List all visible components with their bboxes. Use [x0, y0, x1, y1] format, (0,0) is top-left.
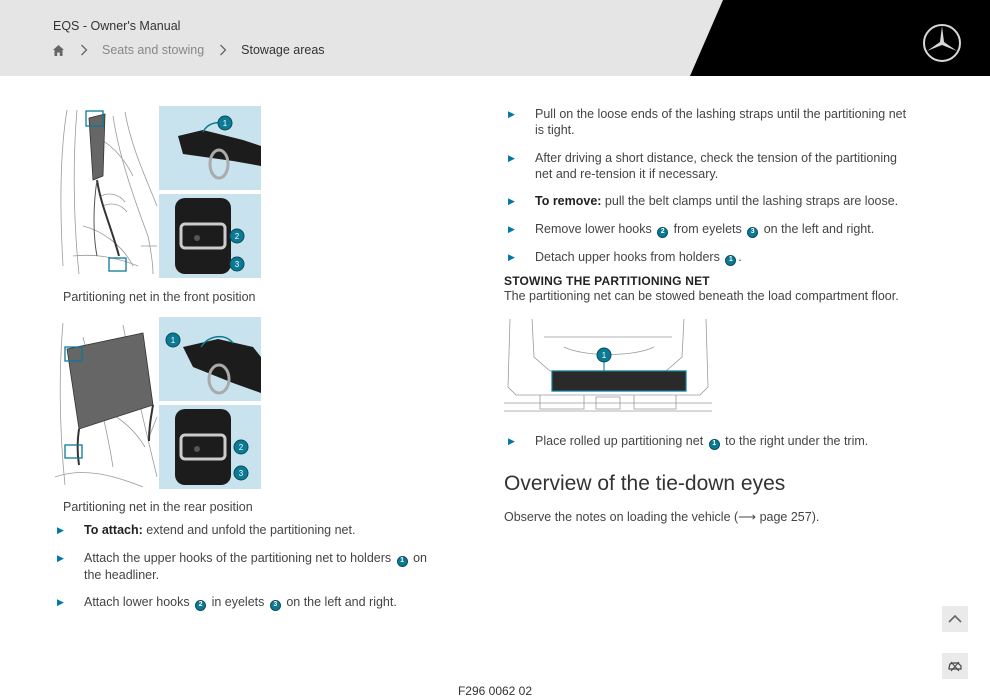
- list-item: [57, 594, 447, 611]
- step-text: .: [738, 250, 742, 264]
- chevron-right-icon: [80, 44, 88, 56]
- list-item: [57, 522, 447, 538]
- chevron-right-icon: [219, 44, 227, 56]
- callout-badge: 1: [397, 556, 408, 567]
- step-text: pull the belt clamps until the lashing straps are loose.: [601, 194, 899, 208]
- list-item: [508, 150, 908, 182]
- list-item: [508, 221, 908, 238]
- list-item: [57, 550, 447, 583]
- svg-text:1: 1: [170, 336, 176, 345]
- callout-badge: 2: [657, 227, 668, 238]
- step-text: Pull on the loose ends of the lashing straps until the partitioning net is tight.: [535, 107, 907, 137]
- svg-text:3: 3: [234, 260, 240, 269]
- step-text: After driving a short distance, check the tension of the partitioning net and re-tension it if necessary.: [535, 151, 898, 181]
- step-text: Attach the upper hooks of the partitioning net to holders: [84, 551, 395, 565]
- step-text: Attach lower hooks: [84, 595, 194, 609]
- callout-badge: 1: [725, 255, 736, 266]
- vehicle-button[interactable]: [942, 653, 968, 679]
- step-text: Detach upper hooks from holders: [535, 250, 724, 264]
- list-item: [508, 193, 908, 209]
- svg-text:2: 2: [234, 232, 240, 241]
- step-label: To remove:: [535, 194, 602, 208]
- callout-badge: 2: [195, 600, 206, 611]
- bullet-arrow-icon: ▶: [57, 597, 64, 607]
- breadcrumb-stowage-areas: Stowage areas: [241, 43, 325, 57]
- step-text: to the right under the trim.: [721, 434, 869, 448]
- step-label: To attach:: [84, 523, 143, 537]
- figure-rear-position: [53, 317, 261, 489]
- bullet-arrow-icon: ▶: [508, 109, 515, 119]
- callout-badge: 1: [709, 439, 720, 450]
- callout-badge: 3: [270, 600, 281, 611]
- mercedes-star-logo: [922, 23, 962, 63]
- figure-caption-front: Partitioning net in the front position: [63, 290, 256, 304]
- step-text: Remove lower hooks: [535, 222, 656, 236]
- overview-note-text[interactable]: Observe the notes on loading the vehicle (⟶ page 257).: [504, 510, 820, 524]
- step-text: on the left and right.: [282, 595, 397, 609]
- svg-text:1: 1: [601, 351, 607, 360]
- figure-front-position: [53, 106, 261, 278]
- callout-badge: 3: [747, 227, 758, 238]
- bullet-arrow-icon: ▶: [508, 153, 515, 163]
- section-heading-tie-down-eyes: Overview of the tie-down eyes: [504, 472, 786, 495]
- step-text: in eyelets: [208, 595, 268, 609]
- chevron-up-icon: [948, 614, 962, 624]
- bullet-arrow-icon: ▶: [508, 224, 515, 234]
- breadcrumb-seats-and-stowing[interactable]: Seats and stowing: [102, 43, 205, 57]
- overview-note: [504, 509, 819, 524]
- list-item: [508, 249, 908, 266]
- svg-text:3: 3: [238, 469, 244, 478]
- figure-caption-rear: Partitioning net in the rear position: [63, 500, 253, 514]
- bullet-arrow-icon: ▶: [508, 252, 515, 262]
- step-text: Place rolled up partitioning net: [535, 434, 707, 448]
- step-text: on the left and right.: [760, 222, 875, 236]
- car-icon: [947, 660, 963, 672]
- list-item: [508, 433, 908, 450]
- step-text: on the headliner.: [84, 551, 428, 582]
- step-text: from eyelets: [670, 222, 746, 236]
- scroll-to-top-button[interactable]: [942, 606, 968, 632]
- bullet-arrow-icon: ▶: [508, 436, 515, 446]
- home-icon[interactable]: [52, 44, 65, 57]
- bullet-arrow-icon: ▶: [57, 525, 64, 535]
- figure-stowed-net: [504, 317, 712, 417]
- list-item: [508, 106, 908, 138]
- breadcrumb: [52, 42, 325, 58]
- section-title-stowing: STOWING THE PARTITIONING NET: [504, 274, 710, 288]
- bullet-arrow-icon: ▶: [57, 553, 64, 563]
- svg-text:2: 2: [238, 443, 244, 452]
- stowing-description: The partitioning net can be stowed beneath the load compartment floor.: [504, 289, 899, 303]
- step-text: extend and unfold the partitioning net.: [142, 523, 356, 537]
- bullet-arrow-icon: ▶: [508, 196, 515, 206]
- svg-text:1: 1: [222, 119, 228, 128]
- app-title: EQS - Owner's Manual: [53, 19, 181, 33]
- figure-code: F296 0062 02: [457, 684, 533, 698]
